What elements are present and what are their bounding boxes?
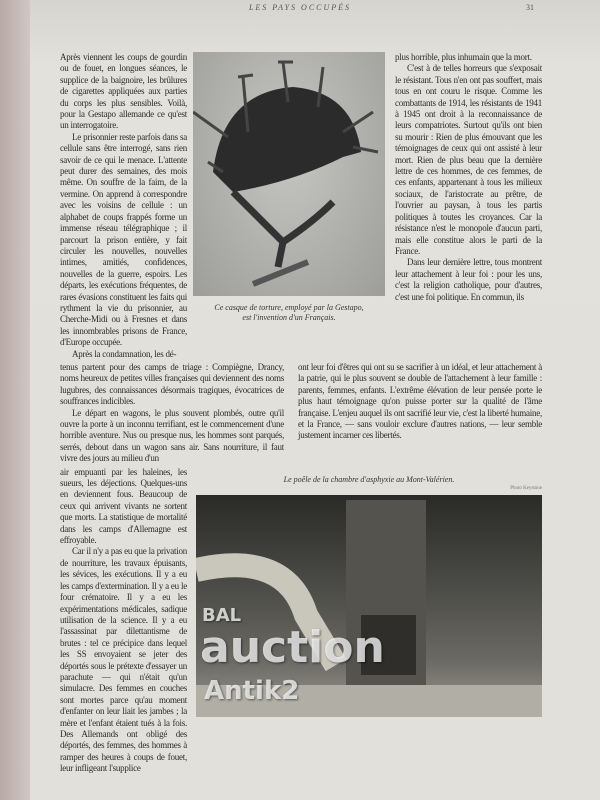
lower-left-column bbox=[60, 467, 187, 775]
asphyxia-stove-photo bbox=[196, 495, 542, 717]
top-row bbox=[60, 52, 542, 360]
photo-credit: Photo Keystone bbox=[510, 485, 542, 491]
figure2 bbox=[196, 467, 542, 717]
paragraph: air empuanti par les haleines, les sueurs, les déjections. Quelques-uns en deviennent fous. Beaucoup de ceux qui arrivent vivants ne sortent que morts. La statistique de mortalité dans les camps d'Allemagne est effroyable. bbox=[60, 466, 187, 546]
paragraph: ont leur foi d'êtres qui ont su se sacrifier à un idéal, et leur attachement à la patrie, qui le plus souvent se double de l'attachement à leur famille : parents, femmes, enfants. L'extrême élévation de leur pensée porte le plus haut témoignage qu'on puisse porter sur la qualité de l'âme française. L'enjeu auquel ils ont sacrifié leur vie, c'est la liberté humaine, et la France, — sans vouloir exclure d'autres nations, — leur semble justement incarner ces libertés. bbox=[298, 361, 542, 441]
paragraph: Après la condamnation, les dé- bbox=[72, 348, 177, 359]
page-number: 31 bbox=[526, 3, 534, 12]
caption-line: Ce casque de torture, employé par la Gestapo, bbox=[214, 303, 364, 312]
middle-block bbox=[298, 362, 542, 442]
running-title: LES PAYS OCCUPÉS bbox=[248, 3, 352, 12]
caption-line: est l'invention d'un Français. bbox=[242, 313, 336, 322]
watermark-auction: auction bbox=[200, 621, 385, 673]
paragraph: Dans leur dernière lettre, tous montrent leur attachement à leur foi : pour les uns, c'est la religion catholique, pour d'autres, c'est une foi politique. En commun, ils bbox=[395, 257, 542, 302]
paragraph: C'est à de telles horreurs que s'exposait le résistant. Tous n'en ont pas souffert, mais tous en ont couru le risque. Comme les combattants de 1914, les résistants de 1941 à 1945 ont droit à la reconnaissance de leurs compatriotes. Surtout qu'ils ont bien su mourir : Rien de plus émouvant que les témoignages de ceux qui ont assisté à leur mort. Rien de plus beau que la dernière lettre de ces hommes, de ces femmes, de ces enfants, appartenant à tous les milieux sociaux, de l'aristocrate au prêtre, de l'ouvrier au paysan, à tous les partis politiques à toutes les croyances. Car la résistance n'est le monopole d'aucun parti, mais elle constitue alors le parti de la France. bbox=[395, 63, 542, 256]
left-column bbox=[60, 52, 187, 360]
figure2-caption: Le poêle de la chambre d'asphyxie au Mont-Valérien. bbox=[283, 474, 455, 484]
paragraph: Car il n'y a pas eu que la privation de nourriture, les travaux épuisants, les sévices, les exécutions. Il y a eu les camps d'extermination. Il y a eu le four crématoire. Il y a eu les expérimentations médicales, sadique utilisation de la science. Il y a eu l'assassinat par dilettantisme de brutes : tel ce précipice dans lequel les SS envoyaient se jeter des déportés sous le prétexte d'essayer un parachute — qui n'était qu'un simulacre. Des femmes en couches sont mortes parce qu'au moment d'enfanter on leur liait les jambes ; la mère et l'enfant étaient tués à la fois. Des Allemands ont obligé des déportés, des femmes, des hommes à ramper des heures à coups de fouet, leur infligeant l'supplice bbox=[60, 546, 187, 774]
paragraph: Après viennent les coups de gourdin ou de fouet, en longues séances, le supplice de la baignoire, les brûlures de cigarettes appliquées aux parties du corps les plus sensibles. Voilà, pour la Gestapo allemande ce qu'est un interrogatoire. bbox=[60, 52, 187, 131]
figure1-caption bbox=[193, 303, 385, 323]
torture-helmet-photo bbox=[193, 52, 385, 296]
paragraph: plus horrible, plus inhumain que la mort. bbox=[395, 52, 532, 62]
wide-left-block bbox=[60, 362, 284, 465]
watermark-antik2: Antik2 bbox=[204, 675, 300, 706]
page-header bbox=[60, 0, 542, 52]
helmet-illustration bbox=[193, 52, 385, 296]
paragraph: Le prisonnier reste parfois dans sa cellule sans être interrogé, sans rien savoir de ce qui le menace. L'attente peut durer des semaines, des mois même. On souffre de la faim, de la vermine. On apprend à correspondre avec les voisins de cellule : un alphabet de coups frappés forme un immense réseau télégraphique ; il parcourt la prison entière, y fait circuler les nouvelles, nouvelles intimes, amitiés, confidences, nouvelles de la guerre, espoirs. Les départs, les exécutions fréquentes, de rares évasions constituent les faits qui rythment la vie du prisonnier, au Cherche-Midi ou à Fresnes et dans les innombrables prisons de France, d'Europe occupée. bbox=[60, 131, 187, 348]
watermark-bal: BAL bbox=[202, 604, 242, 626]
right-column bbox=[395, 52, 542, 303]
bottom-row bbox=[60, 467, 542, 775]
figure1 bbox=[193, 52, 385, 323]
paragraph: tenus partent pour des camps de triage : Compiègne, Drancy, noms heureux de petites villes françaises qui deviennent des noms lugubres, des connaissances désormais tragiques, évocatrices de souffrances indicibles. bbox=[60, 361, 284, 407]
middle-row bbox=[60, 362, 542, 465]
paragraph: Le départ en wagons, le plus souvent plombés, outre qu'il ouvre la porte à un inconnu terrifiant, est le commencement d'une horrible aventure. Nus ou presque nus, les hommes sont parqués, serrés, debout dans un wagon sans air. Sans nourriture, il faut vivre des jours au milieu d'un bbox=[60, 407, 284, 464]
